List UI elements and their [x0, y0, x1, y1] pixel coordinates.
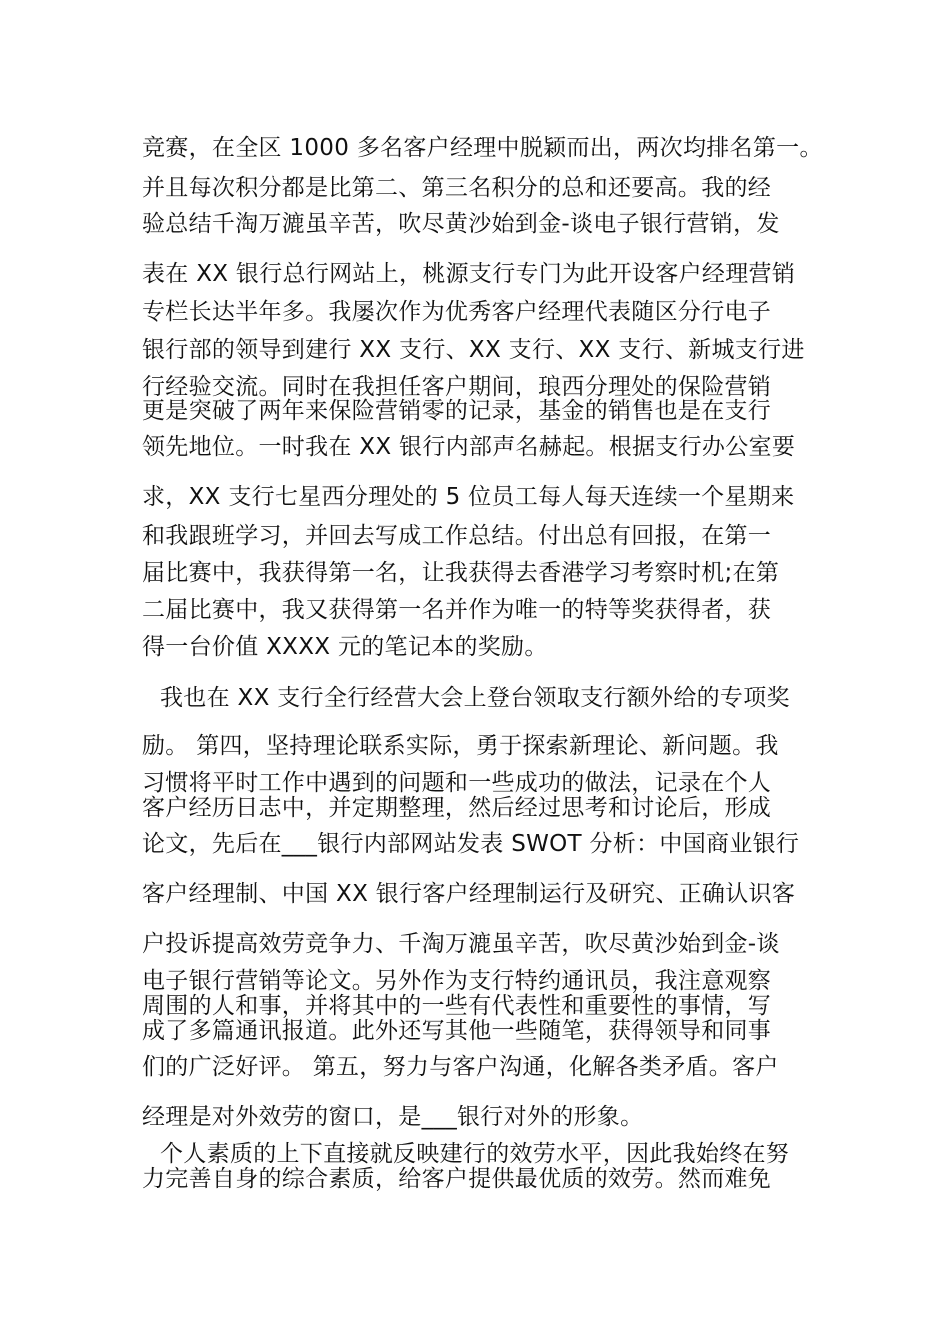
text-line: 届比赛中，我获得第一名，让我获得去香港学习考察时机;在第 [142, 560, 780, 586]
text-line: 并且每次积分都是比第二、第三名积分的总和还要高。我的经 [142, 175, 772, 201]
text-line: 电子银行营销等论文。另外作为支行特约通讯员，我注意观察 [142, 968, 772, 994]
text-line: 得一台价值 XXXX 元的笔记本的奖励。 [142, 634, 548, 660]
text-line: 客户经理制、中国 XX 银行客户经理制运行及研究、正确认识客 [142, 881, 796, 907]
text-line: 经理是对外效劳的窗口，是___银行对外的形象。 [142, 1104, 644, 1130]
text-line: 我也在 XX 支行全行经营大会上登台领取支行额外给的专项奖 [160, 685, 790, 711]
text-line: 专栏长达半年多。我屡次作为优秀客户经理代表随区分行电子 [142, 299, 772, 325]
text-line: 验总结千淘万漉虽辛苦，吹尽黄沙始到金-谈电子银行营销，发 [142, 211, 780, 237]
text-line: 力完善自身的综合素质，给客户提供最优质的效劳。然而难免 [142, 1166, 772, 1192]
text-line: 银行部的领导到建行 XX 支行、XX 支行、XX 支行、新城支行进 [142, 337, 805, 363]
text-line: 户投诉提高效劳竞争力、千淘万漉虽辛苦，吹尽黄沙始到金-谈 [142, 931, 780, 957]
text-line: 论文，先后在___银行内部网站发表 SWOT 分析：中国商业银行 [142, 831, 800, 857]
text-line: 行经验交流。同时在我担任客户期间，琅西分理处的保险营销 [142, 374, 772, 400]
text-line: 个人素质的上下直接就反映建行的效劳水平，因此我始终在努 [160, 1141, 790, 1167]
text-line: 二届比赛中，我又获得第一名并作为唯一的特等奖获得者，获 [142, 597, 772, 623]
text-line: 求，XX 支行七星西分理处的 5 位员工每人每天连续一个星期来 [142, 484, 795, 510]
text-line: 客户经历日志中，并定期整理，然后经过思考和讨论后，形成 [142, 795, 772, 821]
text-line: 成了多篇通讯报道。此外还写其他一些随笔，获得领导和同事 [142, 1018, 772, 1044]
text-line: 励。 第四，坚持理论联系实际，勇于探索新理论、新问题。我 [142, 733, 779, 759]
text-line: 和我跟班学习，并回去写成工作总结。付出总有回报，在第一 [142, 523, 772, 549]
text-line: 周围的人和事，并将其中的一些有代表性和重要性的事情，写 [142, 993, 772, 1019]
text-line: 竞赛，在全区 1000 多名客户经理中脱颖而出，两次均排名第一。 [142, 135, 823, 161]
text-line: 们的广泛好评。 第五，努力与客户沟通，化解各类矛盾。客户 [142, 1054, 779, 1080]
text-line: 领先地位。一时我在 XX 银行内部声名赫起。根据支行办公室要 [142, 434, 796, 460]
text-line: 表在 XX 银行总行网站上，桃源支行专门为此开设客户经理营销 [142, 261, 796, 287]
text-line: 习惯将平时工作中遇到的问题和一些成功的做法，记录在个人 [142, 770, 772, 796]
text-line: 更是突破了两年来保险营销零的记录，基金的销售也是在支行 [142, 398, 772, 424]
